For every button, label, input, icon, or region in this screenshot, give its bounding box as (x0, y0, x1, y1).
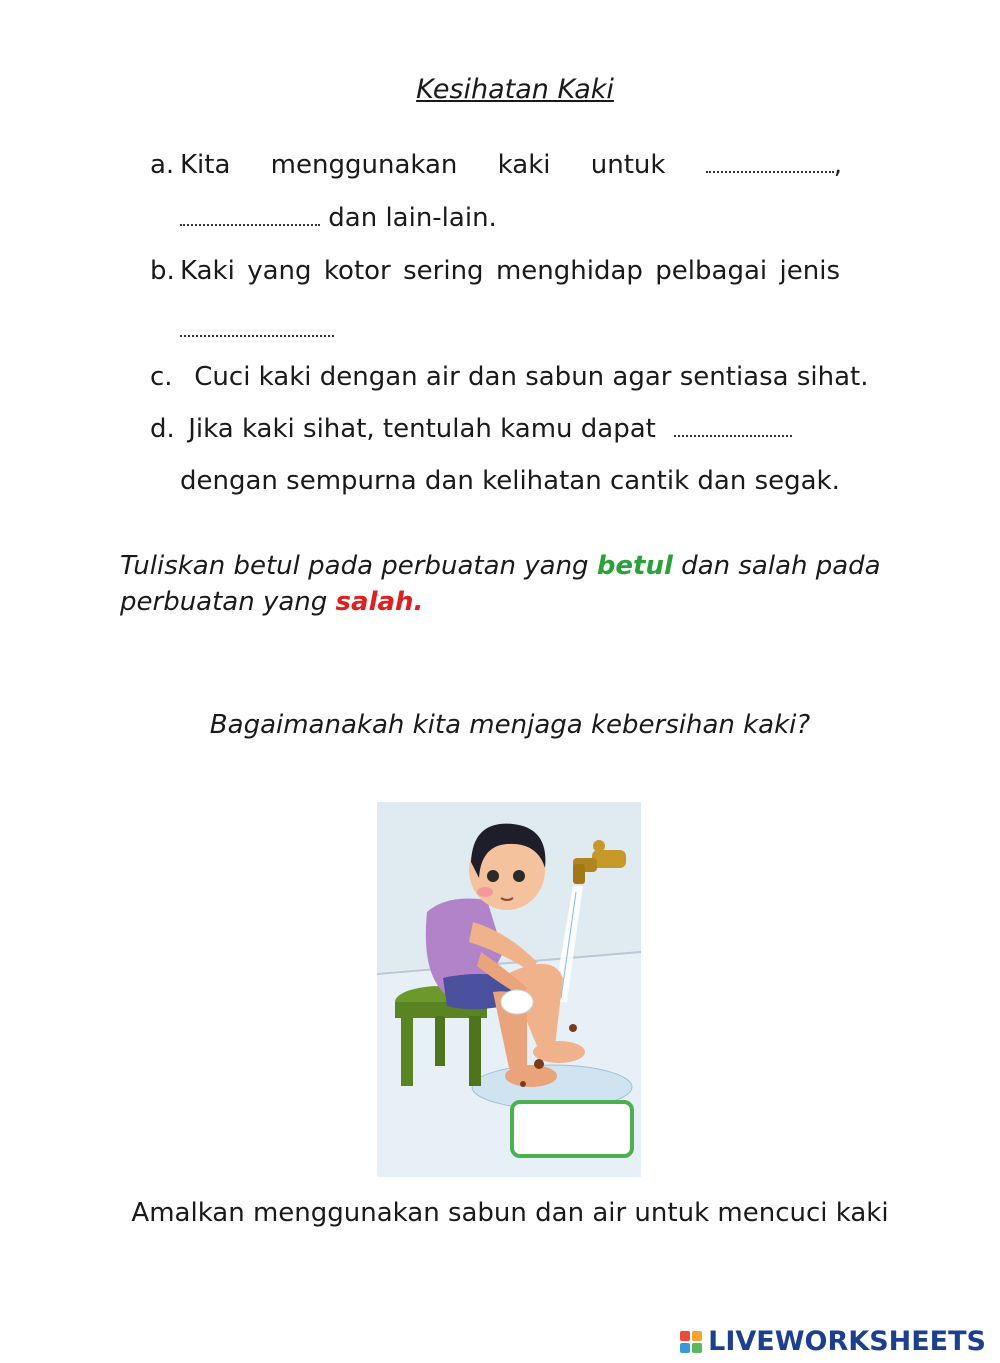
question-a-word: kaki (497, 150, 551, 180)
picture-caption: Amalkan menggunakan sabun dan air untuk mencuci kaki (131, 1198, 889, 1228)
worksheet-title: Kesihatan Kaki (416, 74, 614, 105)
question-d-line2: dengan sempurna dan kelihatan cantik dan segak. (180, 466, 840, 496)
instruction-betul: betul (596, 551, 673, 581)
answer-blank-b[interactable] (180, 331, 334, 337)
question-c-letter: c. (150, 362, 173, 392)
question-b-line1 (150, 256, 840, 286)
question-a-word: menggunakan (270, 150, 458, 180)
liveworksheets-logo-icon (680, 1331, 702, 1353)
question-a-line2 (180, 203, 497, 233)
liveworksheets-logo-text: LIVEWORKSHEETS (708, 1326, 986, 1357)
instruction-salah: salah (335, 587, 414, 617)
answer-blank-a1[interactable] (706, 167, 834, 173)
question-c (150, 362, 869, 392)
question-b-word: kotor (323, 256, 391, 286)
question-a-blank-group: , (706, 150, 842, 180)
instruction-text: Tuliskan betul pada perbuatan yang betul dan salah pada perbuatan yang salah. (120, 551, 881, 617)
question-a-line1 (150, 150, 842, 180)
question-b-word: yang (247, 256, 312, 286)
question-d-text: Jika kaki sihat, tentulah kamu dapat (188, 414, 656, 444)
answer-input-box[interactable] (510, 1100, 634, 1158)
boy-washing-feet-illustration (377, 802, 641, 1177)
question-b-word: pelbagai (655, 256, 768, 286)
question-b-word: jenis (779, 256, 840, 286)
question-a-word: untuk (590, 150, 666, 180)
answer-blank-d[interactable] (674, 431, 792, 437)
question-b-word: sering (403, 256, 484, 286)
question-a-letter-word: a. Kita (150, 150, 231, 180)
liveworksheets-logo (680, 1326, 986, 1357)
question-c-text: Cuci kaki dengan air dan sabun agar sentiasa sihat. (194, 362, 869, 392)
answer-blank-a2[interactable] (180, 220, 320, 226)
question-d-letter: d. (150, 414, 175, 444)
question-d-line1 (150, 414, 792, 444)
question-b-line2 (180, 314, 334, 344)
question-a-end-text: dan lain-lain. (328, 203, 497, 233)
picture-question: Bagaimanakah kita menjaga kebersihan kaki? (209, 710, 811, 740)
question-b-letter-word: b. Kaki (150, 256, 235, 286)
question-b-word: menghidap (495, 256, 643, 286)
